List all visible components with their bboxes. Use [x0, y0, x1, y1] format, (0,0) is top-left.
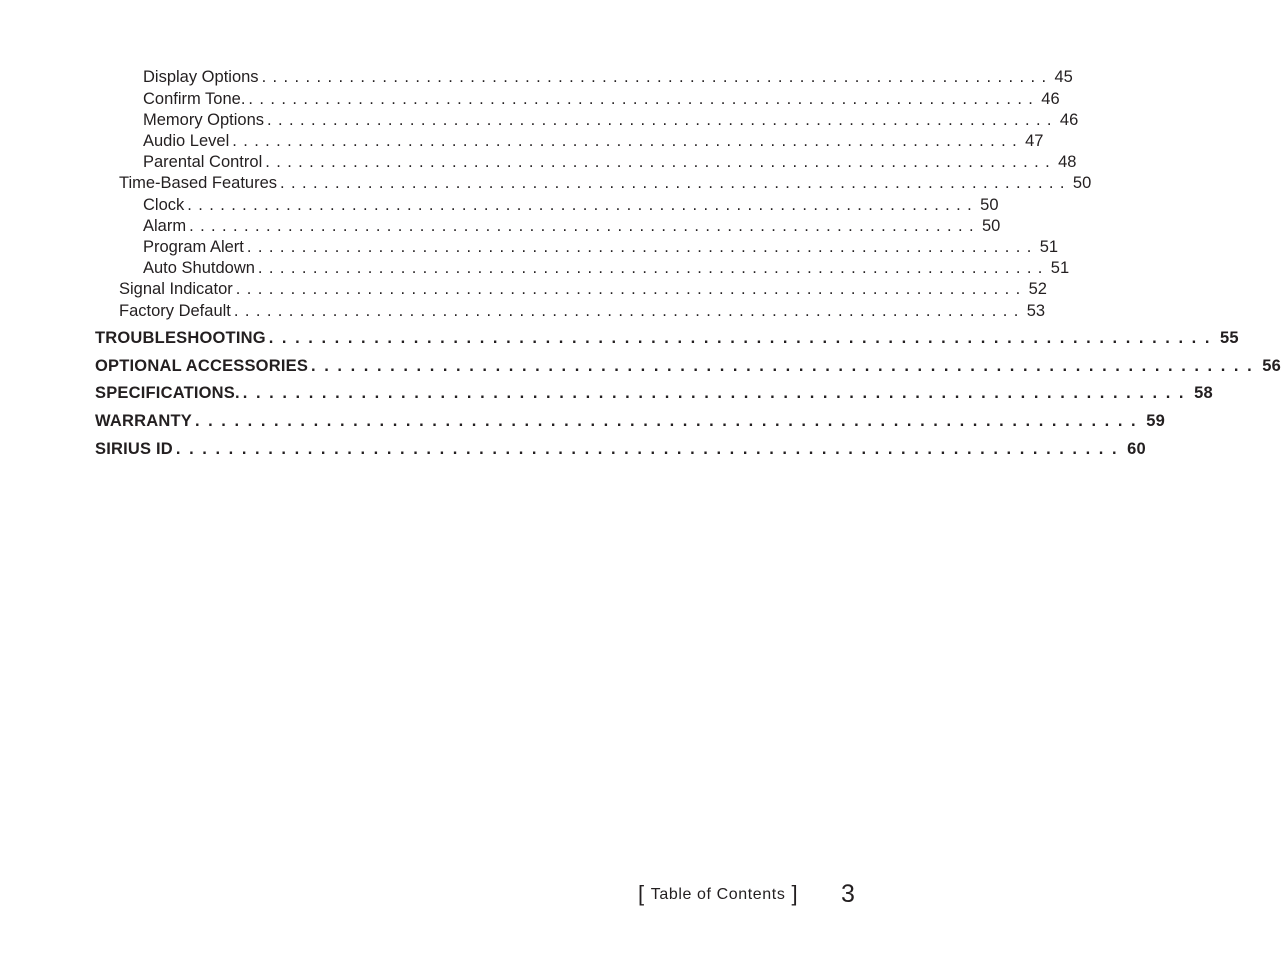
- footer-section-label: Table of Contents: [650, 886, 786, 903]
- toc-entry-optional-accessories[interactable]: [95, 357, 1281, 377]
- toc-entry-page: 45: [1054, 68, 1073, 86]
- toc-entry-factory-default[interactable]: [119, 302, 1046, 322]
- toc-entry-auto-shutdown[interactable]: [143, 259, 1070, 279]
- toc-entry-troubleshooting[interactable]: [95, 329, 1239, 349]
- toc-dot-leader: ........................................................................: [265, 153, 1057, 171]
- toc-dot-leader: ........................................................................: [235, 280, 1027, 298]
- toc-entry-page: 48: [1058, 153, 1077, 171]
- toc-entry-label: Auto Shutdown: [143, 259, 255, 277]
- footer-section-title: [638, 878, 798, 910]
- toc-entry-audio-level[interactable]: [143, 132, 1044, 152]
- toc-entry-warranty[interactable]: [95, 412, 1165, 432]
- toc-entry-page: 47: [1025, 132, 1044, 150]
- toc-entry-page: 59: [1146, 412, 1165, 430]
- toc-entry-label: Memory Options: [143, 111, 265, 129]
- toc-entry-specifications[interactable]: [95, 384, 1213, 404]
- toc-entry-parental-control[interactable]: [143, 153, 1077, 173]
- toc-entry-display-options[interactable]: [143, 68, 1073, 88]
- toc-entry-page: 50: [1072, 174, 1092, 192]
- toc-entry-label: Program Alert: [143, 238, 244, 256]
- toc-dot-leader: ........................................................................: [189, 217, 980, 235]
- toc-entry-label: WARRANTY: [95, 412, 192, 430]
- toc-entry-label: Time-Based Features: [119, 174, 278, 192]
- toc-entry-label: SIRIUS ID: [95, 440, 173, 458]
- page-number: 3: [841, 879, 855, 908]
- footer-bracket-open: [: [638, 881, 645, 906]
- toc-dot-leader: ........................................................................: [261, 68, 1053, 86]
- footer-bracket-close: ]: [791, 881, 799, 906]
- toc-entry-page: 46: [1059, 111, 1079, 129]
- toc-dot-leader: ........................................................................: [194, 412, 1145, 430]
- toc-entry-label: Audio Level: [143, 132, 230, 150]
- toc-dot-leader: ........................................................................: [248, 90, 1040, 108]
- toc-dot-leader: ........................................................................: [257, 259, 1049, 277]
- toc-entry-page: 51: [1050, 259, 1070, 277]
- toc-entry-label: Factory Default: [119, 302, 231, 320]
- toc-entry-page: 52: [1028, 280, 1047, 298]
- toc-entry-label: Display Options: [143, 68, 259, 86]
- toc-entry-label: Parental Control: [143, 153, 263, 171]
- toc-entry-sirius-id[interactable]: [95, 440, 1146, 460]
- toc-dot-leader: ........................................................................: [175, 440, 1126, 458]
- toc-entry-label: TROUBLESHOOTING: [95, 329, 266, 347]
- toc-entry-page: 58: [1194, 384, 1213, 402]
- toc-dot-leader: ........................................................................: [232, 132, 1024, 150]
- toc-entry-page: 56: [1262, 357, 1281, 375]
- toc-entry-label: SPECIFICATIONS.: [95, 384, 240, 402]
- toc-dot-leader: ........................................................................: [280, 174, 1071, 192]
- toc-dot-leader: ........................................................................: [267, 111, 1058, 129]
- toc-entry-page: 46: [1041, 90, 1060, 108]
- toc-entry-clock[interactable]: [143, 196, 999, 216]
- toc-entry-page: 50: [981, 217, 1001, 235]
- toc-dot-leader: ........................................................................: [311, 357, 1261, 375]
- toc-entry-label: OPTIONAL ACCESSORIES: [95, 357, 309, 375]
- toc-entry-page: 53: [1026, 302, 1046, 320]
- toc-dot-leader: ........................................................................: [187, 196, 979, 214]
- toc-dot-leader: ........................................................................: [242, 384, 1193, 402]
- toc-dot-leader: ........................................................................: [233, 302, 1025, 320]
- toc-entry-page: 50: [980, 196, 999, 214]
- toc-entry-memory-options[interactable]: [143, 111, 1079, 131]
- toc-dot-leader: ........................................................................: [246, 238, 1038, 256]
- toc-entry-confirm-tone[interactable]: [143, 90, 1060, 110]
- toc-entry-label: Signal Indicator: [119, 280, 233, 298]
- toc-dot-leader: ........................................................................: [268, 329, 1219, 347]
- toc-entry-label: Clock: [143, 196, 185, 214]
- toc-entry-label: Alarm: [143, 217, 187, 235]
- toc-entry-alarm[interactable]: [143, 217, 1001, 237]
- toc-entry-signal-indicator[interactable]: [119, 280, 1047, 300]
- toc-entry-page: 51: [1039, 238, 1059, 256]
- toc-entry-page: 55: [1220, 329, 1239, 347]
- toc-entry-program-alert[interactable]: [143, 238, 1059, 258]
- toc-entry-label: Confirm Tone.: [143, 90, 246, 108]
- toc-entry-time-based-features[interactable]: [119, 174, 1092, 194]
- toc-entry-page: 60: [1127, 440, 1146, 458]
